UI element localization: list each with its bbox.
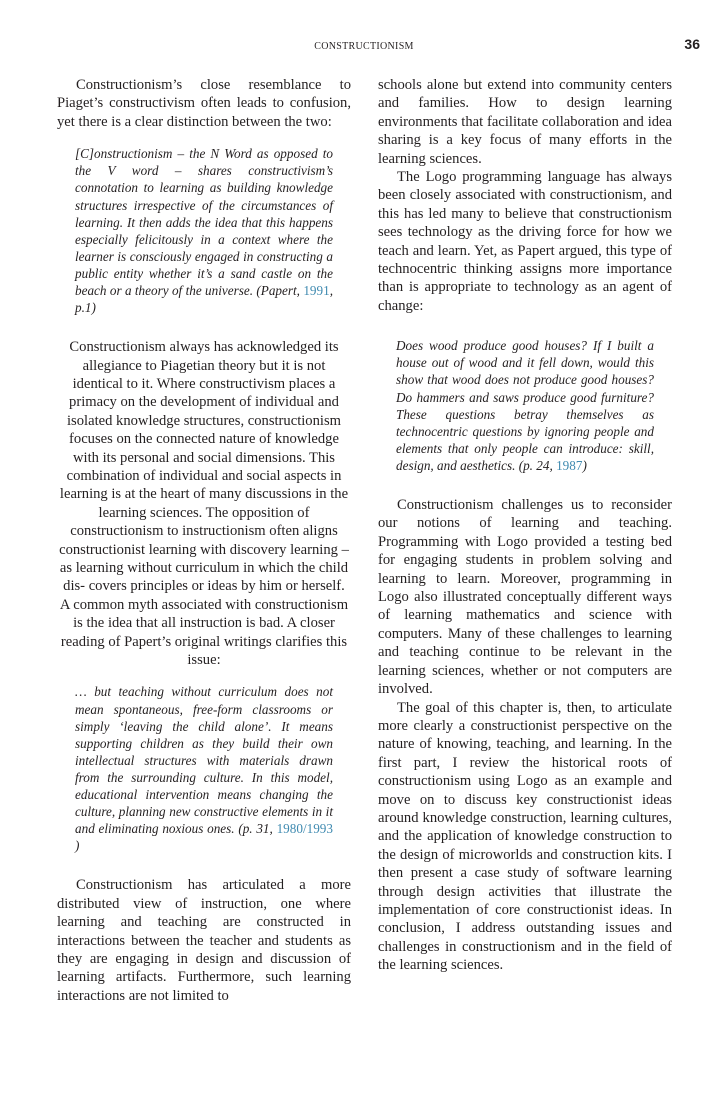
paragraph: Constructionism has articulated a more distributed view of instruction, one where learning and teaching are constructed in interactions between the teacher and students as they are engaging in design and discussion of learning artifacts. Furthermore, such learning interactions are not limited to: [57, 877, 351, 1004]
quote-tail: , p.1): [75, 282, 333, 316]
quote-tail: ): [75, 838, 80, 854]
quote-tail: ): [582, 457, 587, 473]
paragraph: The goal of this chapter is, then, to articulate more clearly a constructionist perspective on the nature of knowing, teaching, and learning. In the first part, I review the historical roots of constructionism using Logo as an example and move on to discuss key constructionist ideas around knowledge construction, learning cultures, and the application of knowledge construction to the design of microworlds and construction kits. I then present a case study of software learning through design activities that illustrate the implementation of core constructionist ideas. In conclusion, I address outstanding issues and challenges in constructionism and in the field of the learning sciences.: [378, 699, 672, 974]
citation-link[interactable]: 1991: [303, 282, 330, 298]
block-quote: [57, 683, 351, 854]
paragraph: schools alone but extend into community centers and families. How to design learning environments that facilitate collaboration and idea sharing is a key focus of many efforts in the learning sciences.: [378, 77, 672, 167]
paragraph: Constructionism challenges us to reconsider our notions of learning and teaching. Programming with Logo provided a testing bed for engaging students in problem solving and learning to learn. Moreover, programming in Logo also illustrated conceptually different ways of learning mathematics and science with computers. Many of these challenges to learning and teaching continue to be relevant in the learning sciences, whether or not computers are involved.: [378, 497, 672, 698]
citation-link[interactable]: 1987: [556, 457, 583, 473]
right-column: [378, 76, 672, 975]
quote-text: Does wood produce good houses? If I built a house out of wood and it fell down, would this show that wood does not produce good houses? Do hammers and saws produce good furniture? These questions betray themselves as technocentric questions by ignoring people and elements that only people can introduce: skill, design, and aesthetics. (p. 24,: [396, 338, 654, 473]
page-number: 36: [684, 36, 700, 52]
block-quote: [378, 337, 672, 474]
left-column: [57, 76, 351, 1005]
running-header: CONSTRUCTIONISM: [314, 41, 414, 52]
paragraph: Constructionism’s close resemblance to Piaget’s constructivism often leads to confusion, yet there is a clear distinction between the two:: [57, 77, 351, 130]
block-quote: [57, 145, 351, 316]
paragraph: The Logo programming language has always been closely associated with constructionism, and this has led many to believe that constructionism sees technology as the driving force for how we teach and learn. Yet, as Papert argued, this type of technocentric thinking assigns more importance than is appropriate to technology as an agent of change:: [378, 169, 672, 314]
citation-link[interactable]: 1980/1993: [276, 821, 333, 837]
quote-text: … but teaching without curriculum does not mean spontaneous, free-form classrooms or simply ‘leaving the child alone’. It means supporting children as they build their own intellectual structures with materials drawn from the surrounding culture. In this model, educational intervention means changing the culture, planning new constructive elements in it and eliminating noxious ones. (p. 31,: [75, 684, 333, 837]
paragraph: Constructionism always has acknowledged its allegiance to Piagetian theory but it is not identical to it. Where constructivism places a primacy on the development of individual and isolated knowledge structures, constructionism focuses on the connected nature of knowledge with its personal and social dimensions. This combination of individual and social aspects in learning is at the heart of many discussions in the learning sciences. The opposition of constructionism to instructionism often aligns constructionist learning with discovery learning – as learning without curriculum in which the child dis- covers principles or ideas by him or herself. A common myth associated with constructionism is the idea that all instruction is bad. A closer reading of Papert’s original writings clarifies this issue:: [59, 339, 349, 669]
quote-text: [C]onstructionism – the N Word as opposed to the V word – shares constructivism’s connotation to learning as building knowledge structures irrespective of the circumstances of learning. It then adds the idea that this happens especially felicitously in a context where the learner is consciously engaged in constructing a public entity whether it’s a sand castle on the beach or a theory of the universe. (Papert,: [75, 146, 333, 298]
